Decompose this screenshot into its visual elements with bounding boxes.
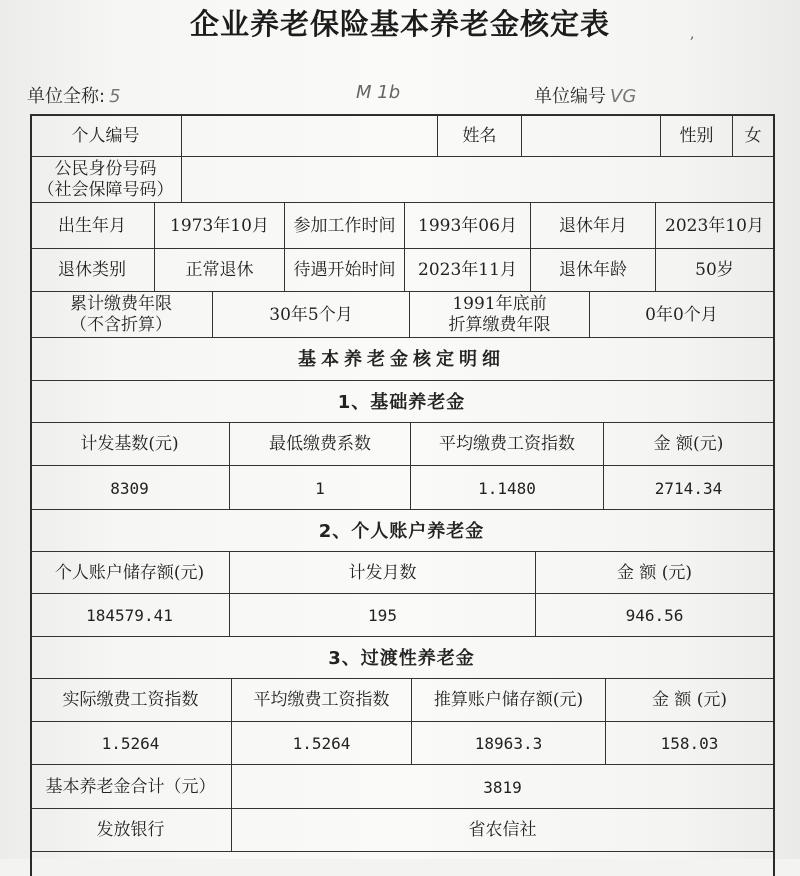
transition-value-amount: 158.03 xyxy=(605,722,773,765)
account-header-balance: 个人账户储存额(元) xyxy=(54,562,205,583)
basic-value-index: 1.1480 xyxy=(410,466,603,510)
benefit-start-value: 2023年11月 xyxy=(404,249,530,292)
unit-code-field xyxy=(534,82,636,108)
transition-header-actual-index: 实际缴费工资指数 xyxy=(62,690,199,710)
name-label: 姓名 xyxy=(437,115,521,157)
gender-label: 性别 xyxy=(660,115,732,157)
retire-type-label: 退休类别 xyxy=(58,260,126,280)
bank-value: 省农信社 xyxy=(231,809,773,852)
row-transition-headers xyxy=(30,678,773,722)
personal-id-label: 个人编号 xyxy=(71,125,140,146)
unit-name-fragment: M 1b xyxy=(356,82,401,103)
unit-name-value: 5 xyxy=(109,86,121,107)
basic-header-amount: 金 额(元) xyxy=(603,423,773,466)
row-bank xyxy=(30,808,773,852)
row-basic-headers xyxy=(30,422,773,466)
birth-label: 出生年月 xyxy=(58,215,126,236)
row-detail-heading xyxy=(30,337,773,381)
account-value-balance: 184579.41 xyxy=(86,606,173,625)
transition-header-avg-index: 平均缴费工资指数 xyxy=(231,679,411,722)
transition-value-est-balance: 18963.3 xyxy=(411,722,605,765)
personal-id-value xyxy=(181,115,437,157)
row-account-headers xyxy=(30,551,773,594)
basic-pension-heading: 1、基础养老金 xyxy=(337,391,466,413)
retire-date-label: 退休年月 xyxy=(530,203,655,249)
citizen-id-label-line1: 公民身份号码 xyxy=(54,159,157,179)
pre1991-label-line1: 1991年底前 xyxy=(452,294,547,314)
work-start-value: 1993年06月 xyxy=(404,203,530,249)
form-title: 企业养老保险基本养老金核定表 xyxy=(189,7,610,41)
retire-date-value: 2023年10月 xyxy=(655,203,773,249)
basic-header-coef: 最低缴费系数 xyxy=(229,423,410,466)
pre1991-label xyxy=(409,292,589,338)
row-account-heading xyxy=(30,509,773,552)
basic-header-base: 计发基数(元) xyxy=(80,434,179,454)
row-account-values xyxy=(30,593,773,637)
basic-value-coef: 1 xyxy=(229,466,410,510)
basic-header-index: 平均缴费工资指数 xyxy=(410,423,603,466)
bank-label: 发放银行 xyxy=(96,820,165,840)
row-contribution xyxy=(30,291,773,338)
work-start-label: 参加工作时间 xyxy=(284,203,404,249)
transition-value-avg-index: 1.5264 xyxy=(231,722,411,765)
contrib-years-value: 30年5个月 xyxy=(212,292,409,338)
unit-code-value: VG xyxy=(610,86,637,107)
name-value xyxy=(521,115,660,157)
basic-value-amount: 2714.34 xyxy=(603,466,773,510)
stray-mark: , xyxy=(690,26,695,42)
pre1991-value: 0年0个月 xyxy=(589,292,773,338)
pre1991-label-line2: 折算缴费年限 xyxy=(448,315,551,335)
basic-value-base: 8309 xyxy=(110,478,149,498)
row-personal-id xyxy=(30,114,773,157)
row-retirement xyxy=(30,248,773,292)
row-basic-heading xyxy=(30,380,773,423)
total-value: 3819 xyxy=(231,765,773,809)
transition-pension-heading: 3、过渡性养老金 xyxy=(328,647,475,669)
detail-heading: 基本养老金核定明细 xyxy=(298,349,505,370)
account-pension-heading: 2、个人账户养老金 xyxy=(318,520,485,542)
row-transition-heading xyxy=(30,636,773,679)
retire-age-label: 退休年龄 xyxy=(530,249,655,292)
birth-value: 1973年10月 xyxy=(154,203,284,249)
citizen-id-label-line2: （社会保障号码） xyxy=(37,180,174,200)
benefit-start-label: 待遇开始时间 xyxy=(284,249,404,292)
row-basic-values xyxy=(30,465,773,510)
row-total xyxy=(30,764,773,809)
contrib-years-label xyxy=(30,292,212,338)
transition-header-est-balance: 推算账户储存额(元) xyxy=(411,679,605,722)
citizen-id-value xyxy=(181,157,773,203)
contrib-years-label-line1: 累计缴费年限 xyxy=(70,294,172,314)
total-label: 基本养老金合计（元） xyxy=(45,776,216,797)
account-header-amount: 金 额 (元) xyxy=(535,552,773,594)
contrib-years-label-line2: （不含折算） xyxy=(70,315,172,335)
retire-type-value: 正常退休 xyxy=(154,249,284,292)
unit-name-field xyxy=(27,82,121,108)
unit-code-label: 单位编号 xyxy=(534,86,606,107)
gender-value: 女 xyxy=(732,115,773,157)
row-citizen-id xyxy=(30,156,773,203)
retire-age-value: 50岁 xyxy=(655,249,773,292)
unit-name-label: 单位全称: xyxy=(27,86,106,107)
row-transition-values xyxy=(30,721,773,765)
transition-header-amount: 金 额 (元) xyxy=(605,679,773,722)
account-value-months: 195 xyxy=(229,594,535,637)
citizen-id-label xyxy=(30,157,181,203)
transition-value-actual-index: 1.5264 xyxy=(101,734,160,753)
row-dates xyxy=(30,202,773,249)
account-header-months: 计发月数 xyxy=(229,552,535,594)
account-value-amount: 946.56 xyxy=(535,594,773,637)
